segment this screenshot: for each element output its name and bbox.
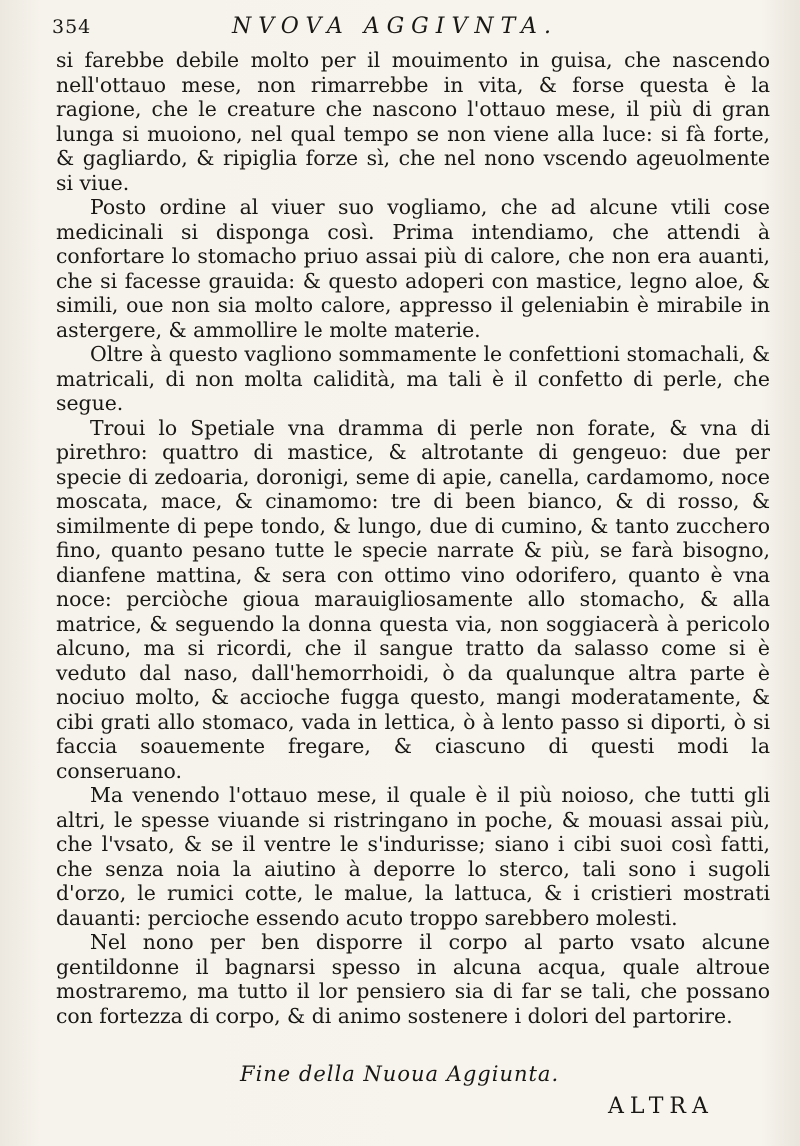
paragraph-recipe: Troui lo Spetiale vna dramma di perle non forate, & vna di pirethro: quattro di mastice, & altrotante di gengeuo: due per specie di zedoaria, doronigi, seme di apie, canella, cardamomo, noce moscata, mace, & cinamomo: tre di been bianco, & di rosso, & similmente di pepe tondo, & lungo, due di cumino, & tanto zucchero fino, quanto pesano tutte le specie narrate & più, se farà bisogno, dianfene mattina, & sera con ottimo vino odorifero, quanto è vna noce: perciòche gioua marauigliosamente allo stomacho, & alla matrice, & seguendo la donna questa via, non soggiacerà à pericolo alcuno, ma si ricordi, che il sangue tratto da salasso come si è veduto dal naso, dall'hemorrhoidi, ò da qualunque altra parte è nociuo molto, & accioche fugga questo, mangi moderatamente, & cibi grati allo stomaco, vada in lettica, ò à lento passo si diporti, ò si faccia soauemente fregare, & ciascuno di questi modi la conseruano. <box>56 415 770 783</box>
page-header <box>52 14 760 44</box>
page-number: 354 <box>52 16 92 38</box>
catchword: ALTRA <box>608 1094 714 1119</box>
paragraph-continuation: si farebbe debile molto per il mouimento in guisa, che nascendo nell'ottauo mese, non rimarrebbe in vita, & forse questa è la ragione, che le creature che nascono l'ottauo mese, il più di gran lunga si muoiono, nel qual tempo se non viene alla luce: si fà forte, & gagliardo, & ripiglia forze sì, che nel nono vscendo ageuolmente si viue. <box>56 48 770 195</box>
body-text <box>56 48 770 1028</box>
paragraph: Ma venendo l'ottauo mese, il quale è il più noioso, che tutti gli altri, le spesse viuande si ristringano in poche, & mouasi assai più, che l'vsato, & se il ventre le s'indurisse; siano i cibi suoi così fatti, che senza noia la aiutino à deporre lo sterco, tali sono i sugoli d'orzo, le rumici cotte, le malue, la lattuca, & i cristieri mostrati dauanti: percioche essendo acuto troppo sarebbero molesti. <box>56 783 770 930</box>
paragraph: Oltre à questo vagliono sommamente le confettioni stomachali, & matricali, di non molta calidità, ma tali è il confetto di perle, che segue. <box>56 342 770 415</box>
paragraph: Nel nono per ben disporre il corpo al parto vsato alcune gentildonne il bagnarsi spesso in alcuna acqua, quale altroue mostraremo, ma tutto il lor pensiero sia di far se tali, che possano con fortezza di corpo, & di animo sostenere i dolori del partorire. <box>56 930 770 1028</box>
running-title: NVOVA AGGIVNTA. <box>232 14 558 39</box>
end-note: Fine della Nuoua Aggiunta. <box>240 1062 560 1086</box>
paragraph: Posto ordine al viuer suo vogliamo, che ad alcune vtili cose medicinali si disponga così. Prima intendiamo, che attendi à confortare lo stomacho priuo assai più di calore, che non era auanti, che si facesse grauida: & questo adoperi con mastice, legno aloe, & simili, oue non sia molto calore, appresso il geleniabin è mirabile in astergere, & ammollire le molte materie. <box>56 195 770 342</box>
